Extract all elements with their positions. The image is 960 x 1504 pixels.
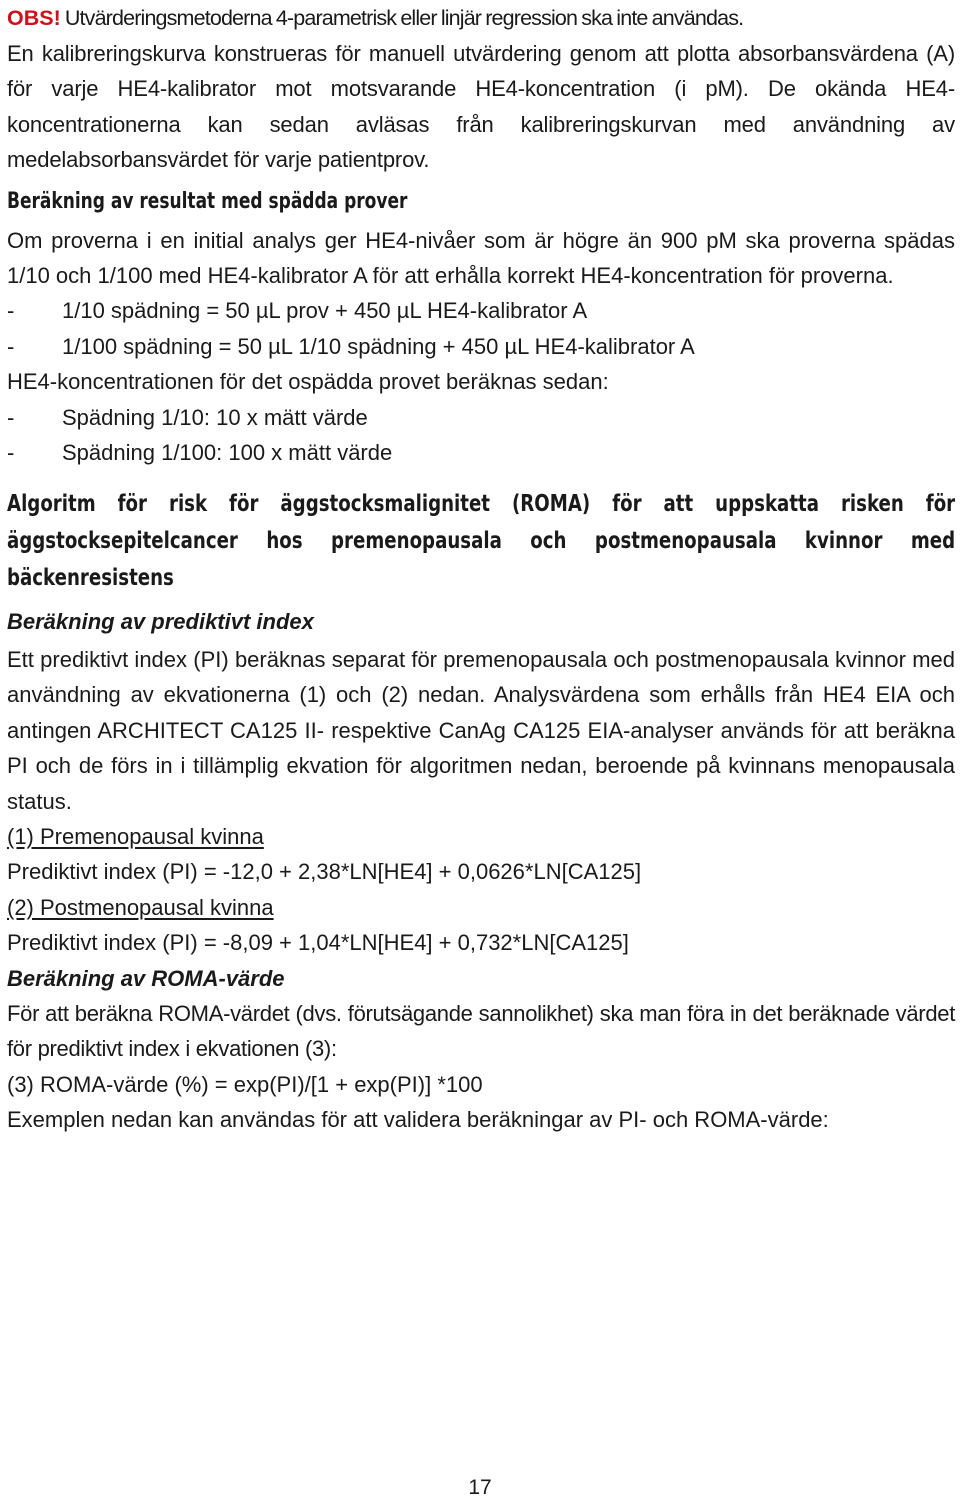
list-item-text: Spädning 1/10: 10 x mätt värde xyxy=(62,404,368,430)
diluted-samples-heading: Beräkning av resultat med spädda prover xyxy=(7,188,408,214)
premenopausal-formula: Prediktivt index (PI) = -12,0 + 2,38*LN[HE4] + 0,0626*LN[CA125] xyxy=(7,859,642,885)
examples-paragraph: Exemplen nedan kan användas för att validera beräkningar av PI- och ROMA-värde: xyxy=(7,1107,829,1133)
calc-list xyxy=(7,400,955,471)
dilution-list xyxy=(7,293,955,364)
list-item xyxy=(7,293,955,328)
list-item-text: 1/10 spädning = 50 µL prov + 450 µL HE4-kalibrator A xyxy=(62,298,588,324)
dash-bullet: - xyxy=(7,404,15,430)
dash-bullet: - xyxy=(7,440,15,466)
obs-notice xyxy=(7,1,955,36)
list-item-text: 1/100 spädning = 50 µL 1/10 spädning + 450 µL HE4-kalibrator A xyxy=(62,333,695,359)
dash-bullet: - xyxy=(7,298,15,324)
roma-heading-line: äggstocksepitelcancer hos premenopausala och postmenopausala kvinnor med xyxy=(7,526,956,555)
postmenopausal-formula: Prediktivt index (PI) = -8,09 + 1,04*LN[HE4] + 0,732*LN[CA125] xyxy=(7,930,629,956)
dash-bullet: - xyxy=(7,333,15,359)
roma-value-heading: Beräkning av ROMA-värde xyxy=(7,965,285,991)
roma-heading-line: Algoritm för risk för äggstocksmalignitet (ROMA) för att uppskatta risken för xyxy=(7,489,956,518)
page-content xyxy=(7,0,955,1138)
pi-paragraph: Ett prediktivt index (PI) beräknas separat för premenopausala och postmenopausala kvinnor med användning av ekvationerna (1) och (2) nedan. Analysvärdena som erhålls från HE4 EIA och antingen ARCHITECT CA125 II- respektive CanAg CA125 EIA-analyser används för att beräkna PI och de förs in i tillämplig ekvation för algoritmen nedan, beroende på kvinnans menopausala status. xyxy=(7,646,955,814)
list-item xyxy=(7,400,955,435)
page-number: 17 xyxy=(468,1476,492,1499)
roma-formula: (3) ROMA-värde (%) = exp(PI)/[1 + exp(PI)] *100 xyxy=(7,1071,483,1097)
postmenopausal-label: (2) Postmenopausal kvinna xyxy=(7,894,274,920)
roma-paragraph: För att beräkna ROMA-värdet (dvs. förutsägande sannolikhet) ska man föra in det beräknade värdet för prediktivt index i ekvationen (3): xyxy=(7,1000,955,1062)
list-item xyxy=(7,329,955,364)
roma-section-heading xyxy=(7,485,955,596)
roma-heading-line: bäckenresistens xyxy=(7,563,174,592)
pi-heading: Beräkning av prediktivt index xyxy=(7,609,314,635)
list-item-text: Spädning 1/100: 100 x mätt värde xyxy=(62,440,393,466)
calc-intro: HE4-koncentrationen för det ospädda provet beräknas sedan: xyxy=(7,369,609,395)
premenopausal-label: (1) Premenopausal kvinna xyxy=(7,823,264,849)
list-item xyxy=(7,435,955,470)
obs-text: Utvärderingsmetoderna 4-parametrisk eller linjär regression ska inte användas. xyxy=(60,6,744,30)
diluted-paragraph: Om proverna i en initial analys ger HE4-nivåer som är högre än 900 pM ska proverna spädas 1/10 och 1/100 med HE4-kalibrator A för att erhålla korrekt HE4-koncentration för proverna. xyxy=(7,227,955,289)
obs-label: OBS! xyxy=(7,6,61,30)
intro-paragraph: En kalibreringskurva konstrueras för manuell utvärdering genom att plotta absorbansvärdena (A) för varje HE4-kalibrator mot motsvarande HE4-koncentration (i pM). De okända HE4-koncentrationerna kan sedan avläsas från kalibreringskurvan med användning av medelabsorbansvärdet för varje patientprov. xyxy=(7,41,955,173)
